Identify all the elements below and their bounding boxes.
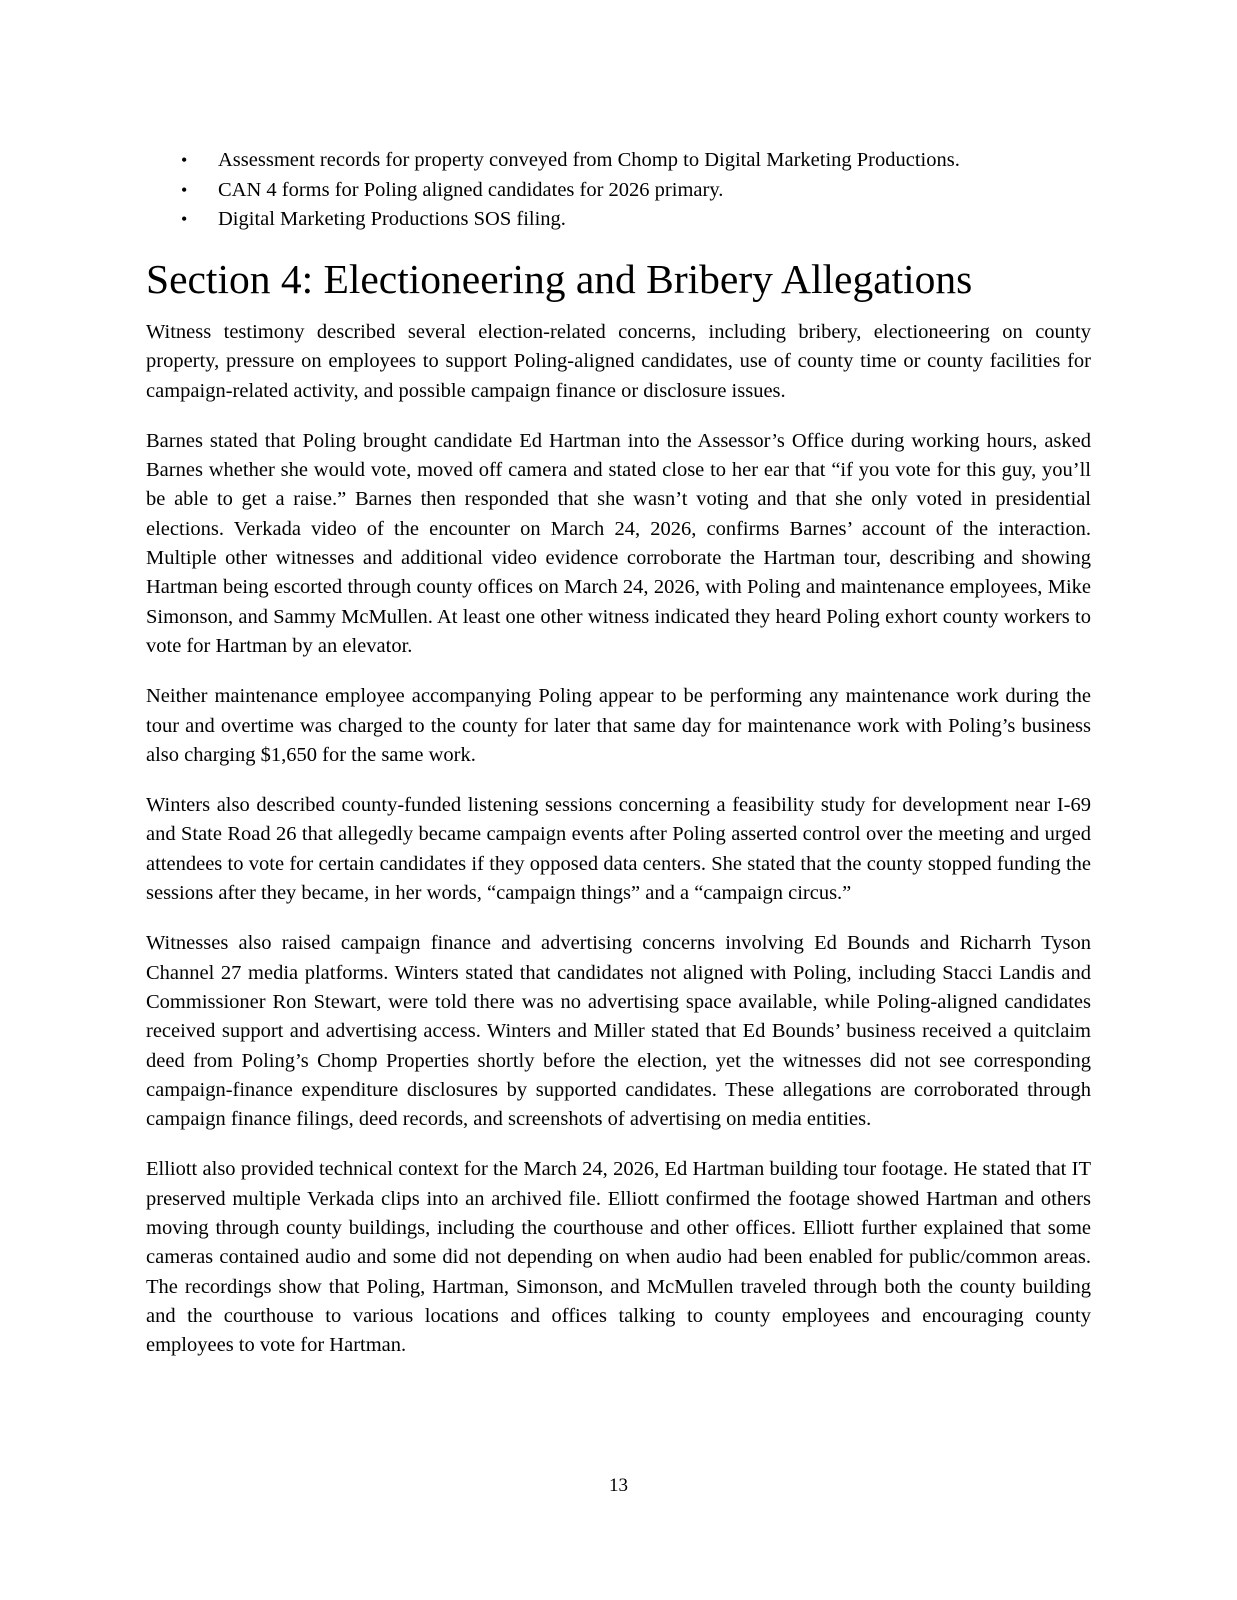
bullet-list bbox=[146, 146, 1096, 235]
page-number: 13 bbox=[609, 1475, 628, 1496]
paragraph: Elliott also provided technical context for the March 24, 2026, Ed Hartman building tour footage. He stated that IT preserved multiple Verkada clips into an archived file. Elliott confirmed the footage showed Hartman and others moving through county buildings, including the courthouse and other offices. Elliott further explained that some cameras contained audio and some did not depending on when audio had been enabled for public/common areas. The recordings show that Poling, Hartman, Simonson, and McMullen traveled through both the county building and the courthouse to various locations and offices talking to county employees and encouraging county employees to vote for Hartman. bbox=[146, 1158, 1091, 1357]
list-item bbox=[146, 146, 1096, 176]
list-item-text: Assessment records for property conveyed from Chomp to Digital Marketing Productions. bbox=[218, 149, 960, 171]
list-item-text: Digital Marketing Productions SOS filing. bbox=[218, 208, 566, 230]
bullet-icon: • bbox=[181, 179, 188, 200]
paragraph: Winters also described county-funded listening sessions concerning a feasibility study for development near I-69 and State Road 26 that allegedly became campaign events after Poling asserted control over the meeting and urged attendees to vote for certain candidates if they opposed data centers. She stated that the county stopped funding the sessions after they became, in her words, “campaign things” and a “campaign circus.” bbox=[146, 794, 1091, 905]
paragraph: Barnes stated that Poling brought candidate Ed Hartman into the Assessor’s Office during working hours, asked Barnes whether she would vote, moved off camera and stated close to her ear that “if you vote for this guy, you’ll be able to get a raise.” Barnes then responded that she wasn’t voting and that she only voted in presidential elections. Verkada video of the encounter on March 24, 2026, confirms Barnes’ account of the interaction. Multiple other witnesses and additional video evidence corroborate the Hartman tour, describing and showing Hartman being escorted through county offices on March 24, 2026, with Poling and maintenance employees, Mike Simonson, and Sammy McMullen. At least one other witness indicated they heard Poling exhort county workers to vote for Hartman by an elevator. bbox=[146, 429, 1091, 657]
section-heading: Section 4: Electioneering and Bribery Allegations bbox=[146, 256, 973, 302]
bullet-icon: • bbox=[181, 209, 188, 229]
list-item-text: CAN 4 forms for Poling aligned candidates for 2026 primary. bbox=[218, 178, 724, 201]
section-body bbox=[146, 318, 1091, 1382]
paragraph: Witness testimony described several election-related concerns, including bribery, electioneering on county property, pressure on employees to support Poling-aligned candidates, use of county time or county facilities for campaign-related activity, and possible campaign finance or disclosure issues. bbox=[146, 321, 1091, 402]
bullet-icon: • bbox=[181, 150, 188, 170]
list-item bbox=[146, 205, 1096, 235]
paragraph: Witnesses also raised campaign finance and advertising concerns involving Ed Bounds and Richarrh Tyson Channel 27 media platforms. Winters stated that candidates not aligned with Poling, including Stacci Landis and Commissioner Ron Stewart, were told there was no advertising space available, while Poling-aligned candidates received support and advertising access. Winters and Miller stated that Ed Bounds’ business received a quitclaim deed from Poling’s Chomp Properties shortly before the election, yet the witnesses did not see corresponding campaign-finance expenditure disclosures by supported candidates. These allegations are corroborated through campaign finance filings, deed records, and screenshots of advertising on media entities. bbox=[146, 932, 1091, 1131]
paragraph: Neither maintenance employee accompanying Poling appear to be performing any maintenance work during the tour and overtime was charged to the county for later that same day for maintenance work with Poling’s business also charging $1,650 for the same work. bbox=[146, 685, 1091, 766]
list-item bbox=[146, 176, 1096, 206]
